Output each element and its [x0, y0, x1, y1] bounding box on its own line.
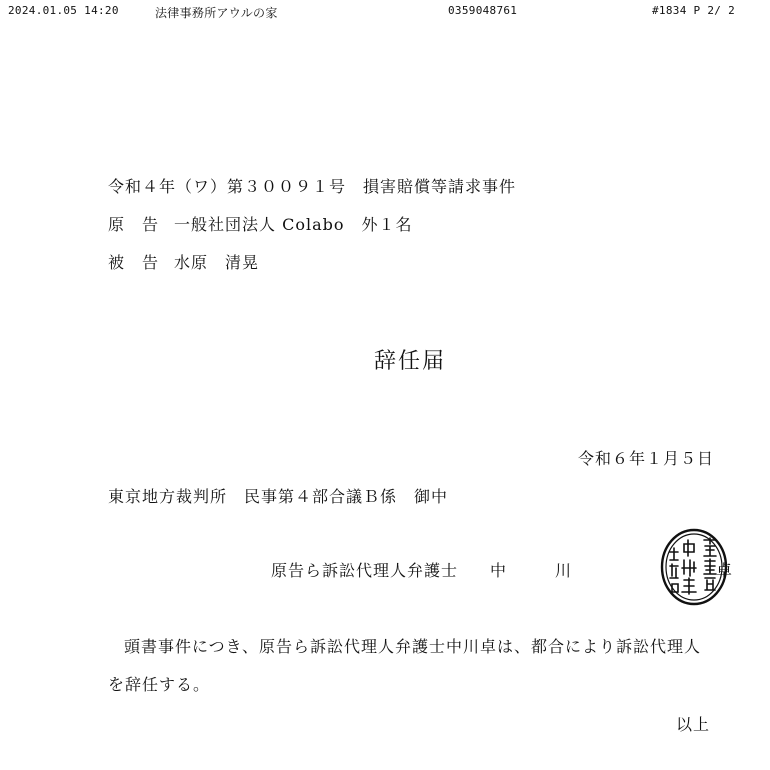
court-addressee: 東京地方裁判所 民事第４部合議Ｂ係 御中	[108, 487, 449, 506]
fax-datetime: 2024.01.05 14:20	[8, 4, 119, 17]
attorney-role: 原告ら訴訟代理人弁護士	[271, 561, 459, 580]
defendant-label: 被 告	[108, 253, 160, 272]
body-paragraph-line-2: を辞任する。	[108, 675, 211, 694]
attorney-name-1: 中	[490, 561, 508, 580]
document-date: 令和６年１月５日	[578, 449, 715, 468]
document-title-row	[0, 344, 770, 375]
document-title: 辞任届	[373, 349, 446, 374]
closing-remark: 以上	[676, 715, 711, 734]
seal-stamp	[660, 528, 728, 606]
body-paragraph-line-1: 頭書事件につき、原告ら訴訟代理人弁護士中川卓は、都合により訴訟代理人	[124, 637, 702, 656]
attorney-name-2: 川	[555, 561, 573, 580]
defendant-line	[108, 250, 259, 273]
fax-phone-number: 0359048761	[448, 4, 518, 17]
plaintiff-line	[108, 212, 413, 235]
plaintiff-name: 一般社団法人 Colabo 外１名	[174, 215, 413, 234]
fax-page-number: #1834 P 2/ 2	[652, 4, 736, 17]
plaintiff-label: 原 告	[108, 215, 160, 234]
defendant-name: 水原 清晃	[174, 253, 260, 272]
fax-header	[0, 4, 770, 20]
case-number: 令和４年（ワ）第３００９１号 損害賠償等請求事件	[108, 177, 517, 196]
fax-sender: 法律事務所アウルの家	[155, 6, 278, 20]
attorney-name-3: 卓	[716, 561, 734, 580]
